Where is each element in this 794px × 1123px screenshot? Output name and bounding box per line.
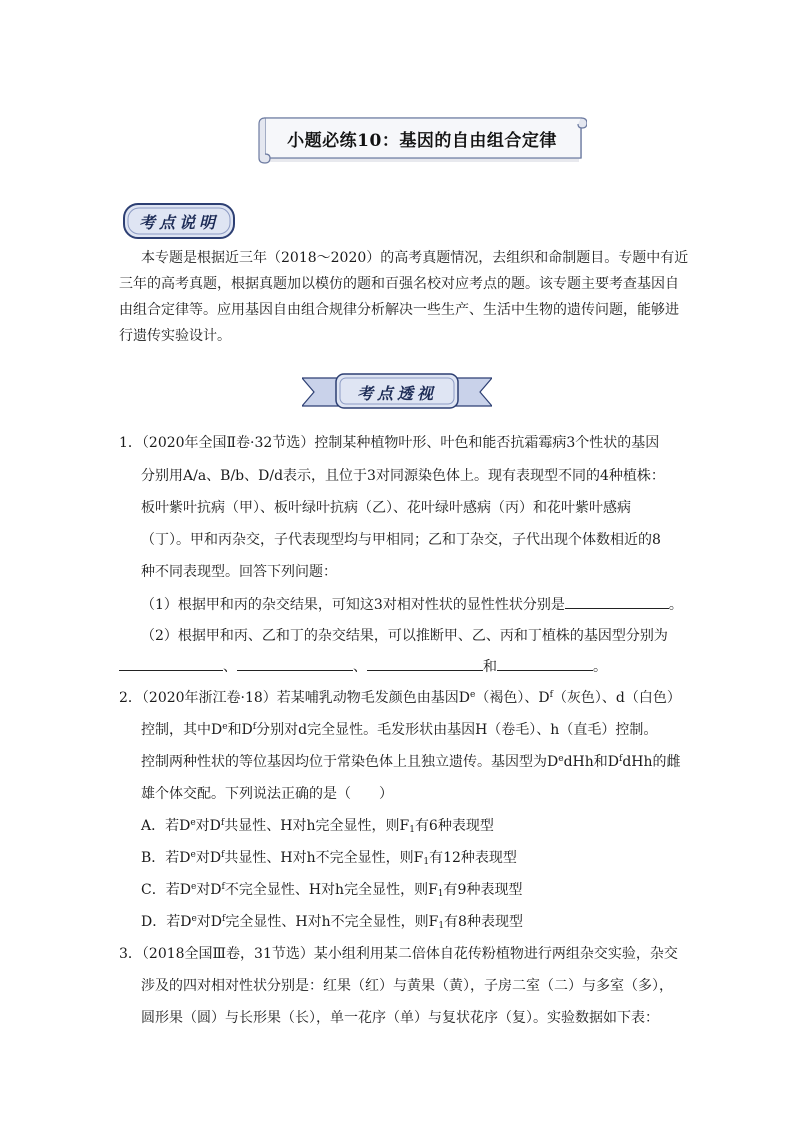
q2-line-3	[141, 752, 681, 772]
intro-line-2: 三年的高考真题，根据真题加以模仿的题和百强名校对应考点的题。该专题主要考查基因自	[119, 276, 679, 292]
q2-line-2	[141, 720, 657, 740]
text: 有8种表现型	[444, 914, 523, 930]
q1-line-4: （丁）。甲和丙杂交，子代表现型均与甲相同；乙和丁杂交，子代出现个体数相近的8	[141, 532, 661, 548]
separator: 、	[223, 659, 237, 675]
superscript: f	[222, 914, 226, 924]
section-badge-label: 考点说明	[138, 212, 219, 232]
superscript: e	[470, 690, 476, 700]
q1-line-3: 板叶紫叶抗病（甲）、板叶绿叶抗病（乙）、花叶绿叶感病（丙）和花叶紫叶感病	[141, 500, 631, 516]
superscript: e	[222, 722, 228, 732]
q2-option-d[interactable]	[141, 912, 523, 932]
section-banner-perspective	[302, 372, 492, 412]
text: 不完全显性、H对h完全显性，则F	[224, 882, 438, 898]
separator: 、	[353, 659, 367, 675]
text: （褐色）、D	[475, 690, 550, 706]
text: 完全显性、H对h不完全显性，则F	[225, 914, 439, 930]
intro-line-1: 本专题是根据近三年（2018～2020）的高考真题情况，去组织和命制题目。专题中有近	[141, 250, 689, 266]
q3-line-1: 3．（2018全国Ⅲ卷，31节选）某小组利用某二倍体自花传粉植物进行两组杂交实验，杂交	[119, 946, 678, 962]
superscript: e	[191, 914, 197, 924]
page-title: 小题必练10：基因的自由组合定律	[287, 130, 557, 151]
text: D．若D	[141, 914, 192, 930]
text: dHh和D	[563, 754, 619, 770]
superscript: e	[190, 882, 197, 892]
subscript: 1	[438, 921, 445, 931]
superscript: f	[618, 754, 623, 764]
text: 对D	[195, 818, 221, 834]
q2-option-a[interactable]	[141, 816, 494, 836]
subscript: 1	[409, 825, 415, 835]
text: 有6种表现型	[414, 818, 494, 834]
text: C．若D	[141, 882, 191, 898]
q1-line-2: 分别用A/a、B/b、D/d表示，且位于3对同源染色体上。现有表现型不同的4种植株：	[141, 468, 665, 484]
text: 有12种表现型	[429, 850, 517, 866]
q2-option-c[interactable]	[141, 880, 522, 900]
subscript: 1	[423, 857, 430, 867]
q1-sub1-text: （1）根据甲和丙的杂交结果，可知这3对相对性状的显性性状分别是	[141, 597, 565, 613]
q2-line-4: 雄个体交配。下列说法正确的是（ ）	[141, 786, 393, 802]
superscript: f	[221, 850, 225, 860]
superscript: e	[558, 754, 564, 764]
superscript: e	[190, 850, 196, 860]
q1-line-1: 1．（2020年全国Ⅱ卷·32节选）控制某种植物叶形、叶色和能否抗霜霉病3个性状的基因	[119, 435, 660, 451]
title-scroll	[257, 112, 587, 164]
answer-blank-5[interactable]	[497, 656, 593, 671]
intro-line-3: 由组合定律等。应用基因自由组合规律分析解决一些生产、生活中生物的遗传问题，能够进	[119, 302, 679, 318]
text: 对D	[195, 850, 222, 866]
text: 分别对d完全显性。毛发形状由基因H（卷毛）、h（直毛）控制。	[256, 722, 658, 738]
text: 共显性、H对h不完全显性，则F	[224, 850, 424, 866]
answer-blank-2[interactable]	[119, 656, 223, 671]
and-word: 和	[483, 659, 497, 675]
q1-sub2-blanks	[119, 656, 607, 677]
section-badge-explanation	[122, 202, 236, 240]
text: dHh的雌	[622, 754, 681, 770]
q1-line-5: 种不同表现型。回答下列问题：	[141, 564, 337, 580]
superscript: f	[221, 882, 225, 892]
text: 控制两种性状的等位基因均位于常染色体上且独立遗传。基因型为D	[141, 754, 559, 770]
q1-sub1-end: 。	[668, 597, 683, 613]
text: 对D	[196, 882, 222, 898]
text: 有9种表现型	[443, 882, 523, 898]
text: 对D	[196, 914, 223, 930]
text: B．若D	[141, 850, 191, 866]
superscript: f	[220, 818, 225, 828]
text: 控制，其中D	[141, 722, 223, 738]
q1-sub2-end: 。	[593, 659, 607, 675]
section-banner-label: 考点透视	[356, 383, 437, 403]
superscript: e	[190, 818, 196, 828]
superscript: f	[252, 722, 257, 732]
answer-blank-1[interactable]	[565, 594, 669, 609]
q2-line-1	[119, 688, 681, 708]
text: 共显性、H对h完全显性，则F	[224, 818, 410, 834]
answer-blank-3[interactable]	[237, 656, 353, 671]
q1-sub1	[141, 594, 683, 615]
intro-line-4: 行遗传实验设计。	[119, 328, 231, 344]
q2-option-b[interactable]	[141, 848, 517, 868]
superscript: f	[549, 690, 553, 700]
text: A．若D	[141, 818, 191, 834]
text: 2．（2020年浙江卷·18）若某哺乳动物毛发颜色由基因D	[119, 690, 471, 706]
text: （灰色）、d（白色）	[552, 690, 681, 706]
subscript: 1	[437, 889, 444, 899]
text: 和D	[227, 722, 253, 738]
q3-line-3: 圆形果（圆）与长形果（长），单一花序（单）与复状花序（复）。实验数据如下表：	[141, 1010, 659, 1026]
q1-sub2: （2）根据甲和丙、乙和丁的杂交结果，可以推断甲、乙、丙和丁植株的基因型分别为	[141, 628, 668, 644]
answer-blank-4[interactable]	[367, 656, 483, 671]
q3-line-2: 涉及的四对相对性状分别是：红果（红）与黄果（黄），子房二室（二）与多室（多），	[141, 978, 673, 994]
